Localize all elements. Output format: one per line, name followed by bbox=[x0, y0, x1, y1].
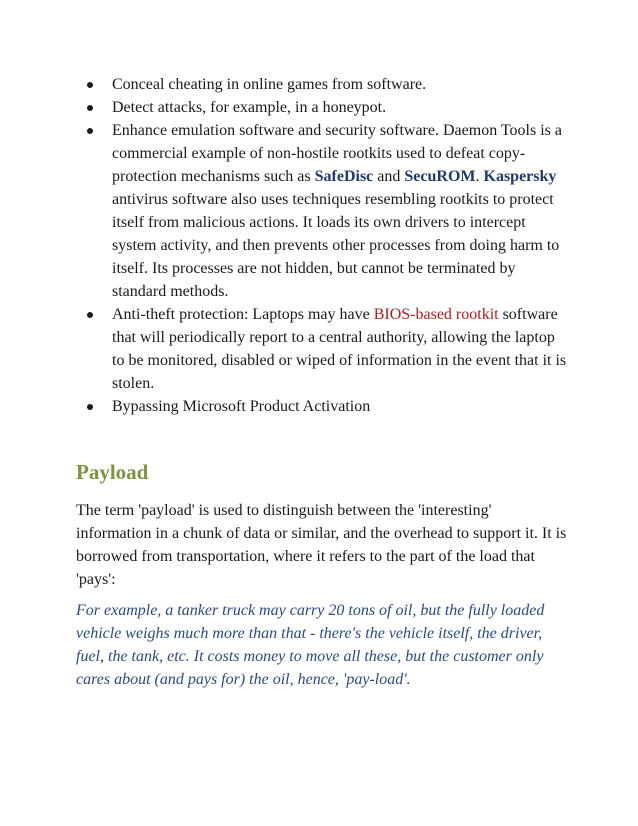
bullet-text: and bbox=[373, 168, 405, 185]
bullet-dot-icon bbox=[87, 128, 93, 134]
bullet-list bbox=[76, 73, 568, 418]
bullet-text: software that will periodically report to a central authority, allowing the laptop to be monitored, disabled or wiped of information in the event that it is stolen. bbox=[112, 306, 567, 392]
bullet-dot-icon bbox=[87, 312, 93, 318]
bullet-item bbox=[76, 73, 568, 96]
section-body: The term 'payload' is used to distinguish between the 'interesting' information in a chunk of data or similar, and the overhead to support it. It is borrowed from transportation, where it refers to the part of the load that 'pays': bbox=[76, 502, 567, 588]
bullet-text: Anti-theft protection: Laptops may have bbox=[112, 306, 374, 323]
bullet-item bbox=[76, 96, 568, 119]
bullet-text: . bbox=[475, 168, 484, 185]
bullet-item bbox=[76, 303, 568, 395]
section-quote: For example, a tanker truck may carry 20 tons of oil, but the fully loaded vehicle weighs much more than that - there's the vehicle itself, the driver, fuel, the tank, etc. It costs money to move all these, but the customer only cares about (and pays for) the oil, hence, 'pay-load'. bbox=[76, 602, 545, 688]
bullet-dot-icon bbox=[87, 82, 93, 88]
bios-rootkit-link[interactable]: BIOS-based rootkit bbox=[373, 306, 499, 323]
section-heading: Payload bbox=[76, 460, 149, 484]
securom-link[interactable]: SecuROM bbox=[404, 168, 476, 185]
bullet-text: Enhance emulation software and security software. Daemon Tools is a commercial example of non-hostile rootkits used to defeat copy-protection mechanisms such as bbox=[112, 122, 562, 185]
bullet-dot-icon bbox=[87, 404, 93, 410]
bullet-dot-icon bbox=[87, 105, 93, 111]
bullet-text: Detect attacks, for example, in a honeypot. bbox=[112, 99, 387, 116]
bullet-text: antivirus software also uses techniques resembling rootkits to protect itself from malicious actions. It loads its own drivers to intercept system activity, and then prevents other processes from doing harm to itself. Its processes are not hidden, but cannot be terminated by standard methods. bbox=[112, 191, 560, 300]
bullet-item bbox=[76, 119, 568, 303]
safedisc-link[interactable]: SafeDisc bbox=[314, 168, 374, 185]
kaspersky-link[interactable]: Kaspersky bbox=[483, 168, 557, 185]
bullet-text: Conceal cheating in online games from software. bbox=[112, 76, 427, 93]
document-page bbox=[76, 73, 568, 691]
bullet-item bbox=[76, 395, 568, 418]
bullet-text: Bypassing Microsoft Product Activation bbox=[112, 398, 371, 415]
